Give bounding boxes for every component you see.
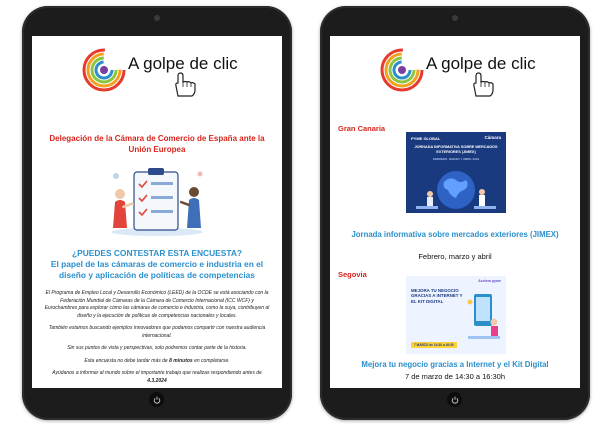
event-title[interactable]: Jornada informativa sobre mercados exteriores (JIMEX) — [351, 230, 559, 239]
deadline-date: 4.3.2024 — [147, 377, 167, 384]
poster-brand: Acelera pyme — [478, 279, 501, 283]
event-date: Febrero, marzo y abril — [418, 252, 492, 261]
rainbow-c-logo-icon — [82, 48, 126, 92]
camera-icon — [154, 15, 160, 21]
rainbow-c-logo-icon — [380, 48, 424, 92]
screen-right — [330, 36, 580, 388]
event-title[interactable]: Mejora tu negocio gracias a Internet y el Kit Digital — [361, 360, 549, 369]
pointing-hand-icon — [170, 72, 198, 98]
body-paragraph: Sin sus puntos de vista y perspectivas, solo podremos contar parte de la historia. — [67, 345, 247, 351]
logo-text: A golpe de clic — [426, 54, 536, 73]
region-label: Gran Canaria — [338, 124, 386, 133]
deadline-note: Ayúdanos a informar al mundo sobre el importante trabajo que realizas respondiendo antes de 4.3.2024 — [52, 370, 262, 384]
time-note: Esta encuesta no debe tardar más de 8 minutos en completarse. — [84, 357, 230, 364]
region-label: Segovia — [338, 270, 367, 279]
tablet-left — [22, 6, 292, 420]
logo-text: A golpe de clic — [128, 54, 238, 73]
pointing-hand-icon — [468, 72, 496, 98]
poster-brand: Cámara — [484, 135, 501, 140]
logo — [82, 46, 238, 96]
screen-left — [32, 36, 282, 388]
event-date: 7 de marzo de 14:30 a 16:30h — [404, 372, 506, 381]
poster-date-badge: 7 MARZO de 14:30 a 16:30 — [411, 342, 457, 348]
phone-user-illustration — [464, 288, 504, 348]
survey-heading — [38, 248, 276, 281]
poster-logo-strip — [406, 213, 506, 220]
globe-people-illustration — [406, 162, 506, 212]
delegation-title: Delegación de la Cámara de Comercio de España ante la Unión Europea — [49, 134, 265, 154]
survey-illustration — [104, 166, 210, 238]
event-poster-jimex[interactable] — [406, 132, 506, 220]
time-bold: 8 minutos — [169, 357, 193, 364]
camera-icon — [452, 15, 458, 21]
poster-title: MEJORA TU NEGOCIO GRACIAS A INTERNET Y EL KIT DIGITAL — [411, 288, 463, 304]
logo — [380, 46, 536, 96]
power-icon — [451, 396, 459, 404]
survey-subtitle: El papel de las cámaras de comercio e industria en el diseño y aplicación de políticas de competencias — [50, 258, 264, 280]
poster-dates: FEBRERO, MARZO Y ABRIL 2024 — [432, 157, 480, 161]
home-button[interactable] — [447, 392, 462, 407]
home-button[interactable] — [149, 392, 164, 407]
power-icon — [153, 396, 161, 404]
body-paragraph: También estamos buscando ejemplos innovadores que podamos compartir con nuestra audiencia internacional. — [48, 325, 266, 339]
event-poster-kit-digital[interactable] — [406, 276, 506, 354]
body-paragraph: El Programa de Empleo Local y Desarrollo Económico (LEED) de la OCDE se está asociando con la Federación Mundial de Cámaras de la Cámara de Comercio Internacional (ICC WCF) y Eurochambres para explorar cómo las cámaras de comercio e industria, como la suya, contribuyen al diseño y la ejecución de políticas de competencias nacionales y locales. — [44, 290, 270, 319]
survey-body — [44, 290, 270, 388]
tablet-right — [320, 6, 590, 420]
survey-question[interactable]: ¿PUEDES CONTESTAR ESTA ENCUESTA? — [72, 248, 242, 258]
poster-org: PYME GLOBAL — [411, 136, 441, 141]
poster-title: JORNADA INFORMATIVA SOBRE MERCADOS EXTERIORES (JIMEX) — [414, 145, 498, 154]
